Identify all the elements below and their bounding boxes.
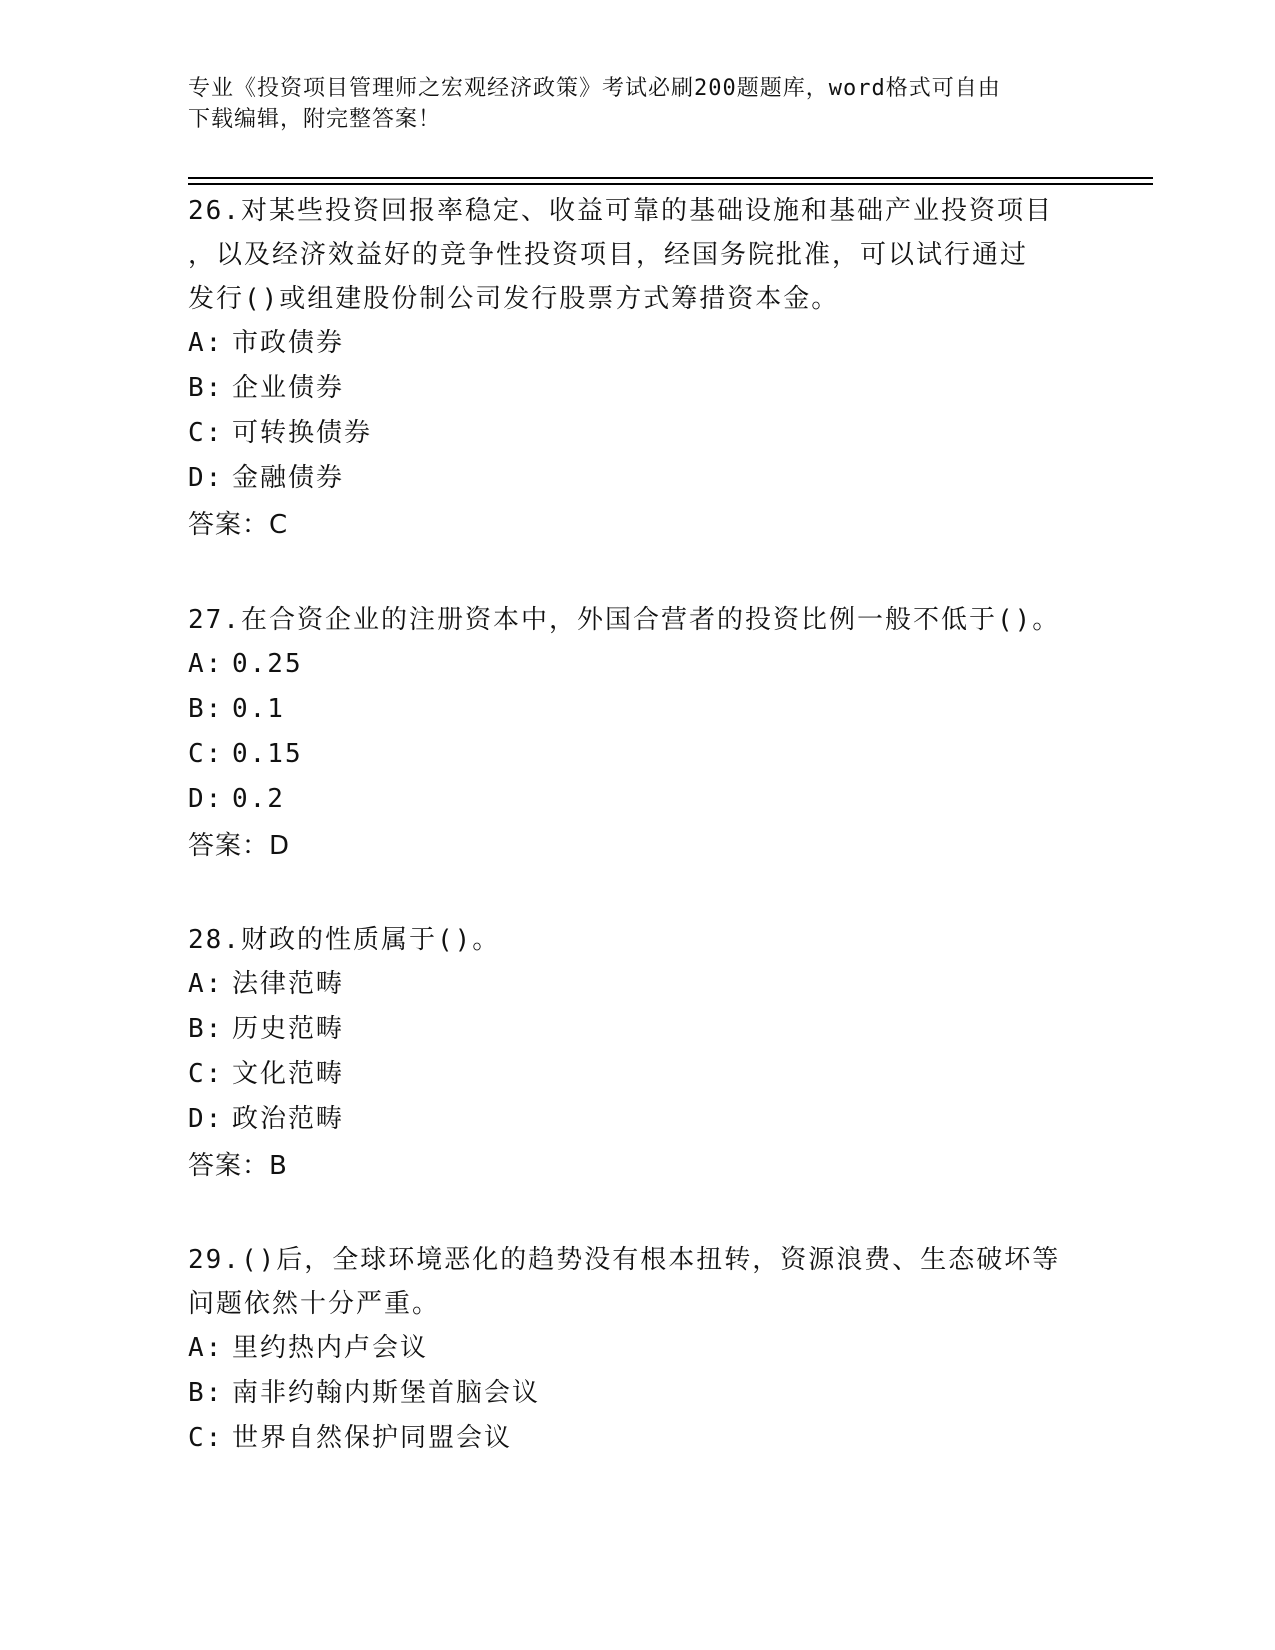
question-stem-line: 26.对某些投资回报率稳定、收益可靠的基础设施和基础产业投资项目 — [188, 196, 1053, 226]
option-letter: A: — [188, 328, 224, 358]
option-letter: B: — [188, 373, 224, 403]
question-27 — [188, 598, 1088, 868]
question-stem-line: 问题依然十分严重。 — [188, 1289, 441, 1319]
option-letter: A: — [188, 1333, 224, 1363]
option-c — [188, 1052, 1088, 1097]
option-text: 南非约翰内斯堡首脑会议 — [232, 1378, 541, 1408]
option-text: 0.15 — [232, 739, 303, 769]
option-text: 0.2 — [232, 784, 285, 814]
option-letter: D: — [188, 463, 224, 493]
option-d — [188, 777, 1088, 822]
question-stem — [188, 598, 1088, 642]
question-stem-line: 27.在合资企业的注册资本中，外国合营者的投资比例一般不低于()。 — [188, 605, 1061, 635]
option-letter: D: — [188, 784, 224, 814]
option-text: 世界自然保护同盟会议 — [232, 1423, 513, 1453]
option-a — [188, 962, 1088, 1007]
option-text: 法律范畴 — [232, 969, 345, 999]
answer-line: 答案：B — [188, 1151, 288, 1181]
question-stem — [188, 1238, 1088, 1326]
question-stem-line: ，以及经济效益好的竞争性投资项目，经国务院批准，可以试行通过 — [188, 240, 1029, 270]
answer-line: 答案：C — [188, 510, 289, 540]
option-text: 企业债券 — [232, 373, 345, 403]
answer-line: 答案：D — [188, 831, 291, 861]
header-divider-bottom — [188, 183, 1153, 185]
option-d — [188, 456, 1088, 501]
option-letter: B: — [188, 694, 224, 724]
question-29 — [188, 1238, 1088, 1461]
option-letter: C: — [188, 418, 224, 448]
question-26 — [188, 189, 1088, 547]
option-b — [188, 366, 1088, 411]
option-a — [188, 321, 1088, 366]
option-letter: B: — [188, 1014, 224, 1044]
option-letter: C: — [188, 739, 224, 769]
question-stem-line: 发行()或组建股份制公司发行股票方式筹措资本金。 — [188, 284, 840, 314]
question-stem-line: 29.()后，全球环境恶化的趋势没有根本扭转，资源浪费、生态破坏等 — [188, 1245, 1061, 1275]
question-stem — [188, 918, 1088, 962]
question-stem-line: 28.财政的性质属于()。 — [188, 925, 501, 955]
question-28 — [188, 918, 1088, 1188]
option-letter: B: — [188, 1378, 224, 1408]
option-text: 0.1 — [232, 694, 285, 724]
document-header — [188, 73, 1088, 135]
option-b — [188, 1371, 1088, 1416]
option-text: 历史范畴 — [232, 1014, 345, 1044]
option-text: 政治范畴 — [232, 1104, 345, 1134]
option-text: 0.25 — [232, 649, 303, 679]
option-b — [188, 687, 1088, 732]
option-letter: D: — [188, 1104, 224, 1134]
header-divider-top — [188, 177, 1153, 179]
option-letter: C: — [188, 1423, 224, 1453]
header-line-2: 下载编辑，附完整答案！ — [188, 107, 442, 132]
option-letter: C: — [188, 1059, 224, 1089]
option-text: 里约热内卢会议 — [232, 1333, 429, 1363]
option-c — [188, 732, 1088, 777]
question-stem — [188, 189, 1088, 321]
option-text: 可转换债券 — [232, 418, 373, 448]
option-b — [188, 1007, 1088, 1052]
option-text: 市政债券 — [232, 328, 345, 358]
option-c — [188, 411, 1088, 456]
option-d — [188, 1097, 1088, 1142]
option-c — [188, 1416, 1088, 1461]
option-text: 文化范畴 — [232, 1059, 345, 1089]
option-letter: A: — [188, 969, 224, 999]
option-a — [188, 1326, 1088, 1371]
header-line-1: 专业《投资项目管理师之宏观经济政策》考试必刷200题题库，word格式可自由 — [188, 76, 1001, 101]
option-letter: A: — [188, 649, 224, 679]
option-text: 金融债券 — [232, 463, 345, 493]
option-a — [188, 642, 1088, 687]
